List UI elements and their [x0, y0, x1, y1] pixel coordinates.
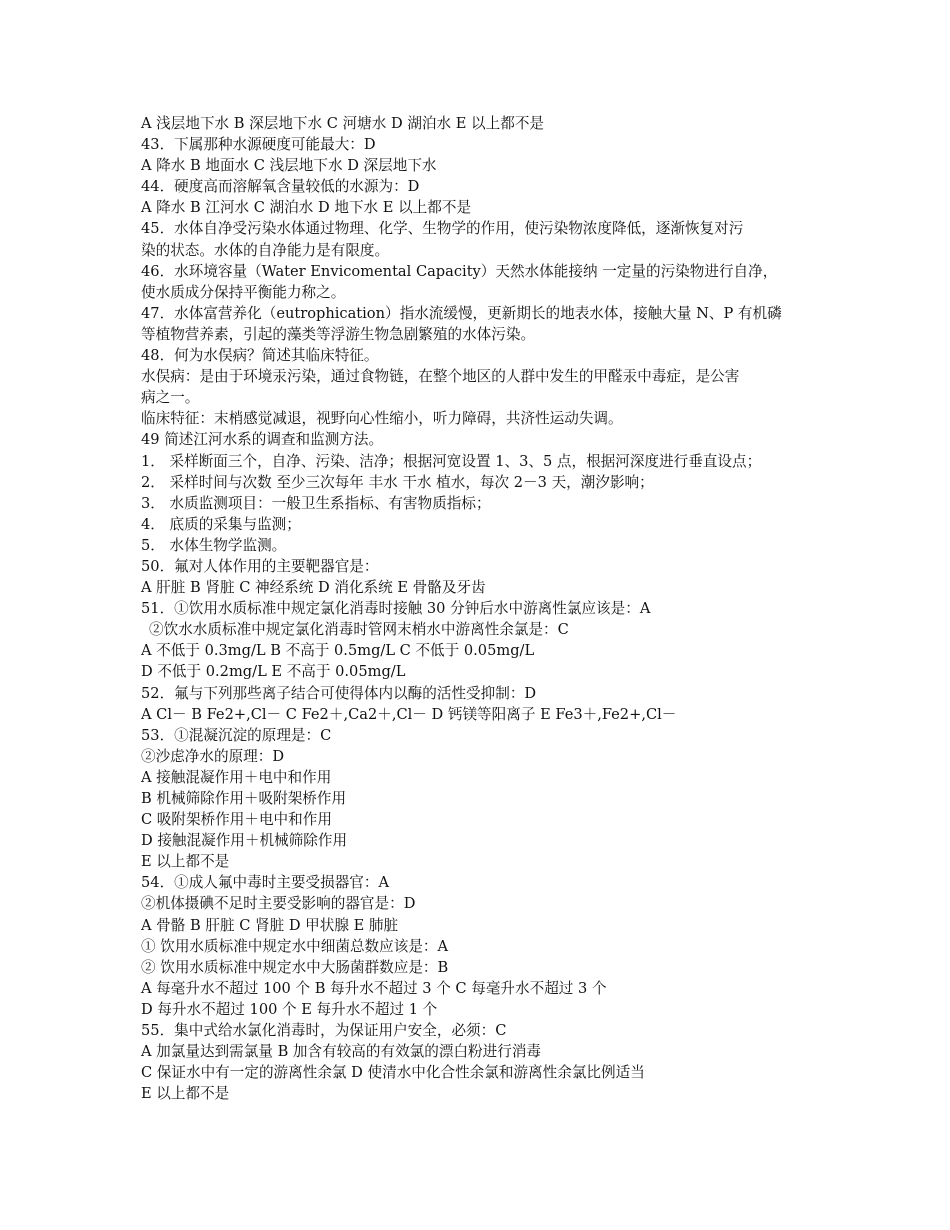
text-line: 49 简述江河水系的调查和监测方法。 [141, 431, 384, 449]
text-line: 45．水体自净受污染水体通过物理、化学、生物学的作用，使污染物浓度降低，逐渐恢复对污 [141, 220, 744, 238]
text-line: ②机体摄碘不足时主要受影响的器官是：D [141, 895, 416, 913]
text-line: 54．①成人氟中毒时主要受损器官：A [141, 874, 390, 892]
text-line: 50．氟对人体作用的主要靶器官是： [141, 557, 379, 575]
text-line: 53．①混凝沉淀的原理是：C [141, 726, 332, 744]
text-line: A 接触混凝作用＋电中和作用 [141, 768, 332, 786]
document-text-body [141, 113, 831, 1104]
text-line: 55．集中式给水氯化消毒时，为保证用户安全，必须：C [141, 1022, 507, 1040]
text-line: 病之一。 [141, 389, 200, 407]
text-line: D 不低于 0.2mg/L E 不高于 0.05mg/L [141, 663, 406, 681]
text-line: 43．下属那种水源硬度可能最大：D [141, 136, 376, 154]
text-line: A 降水 B 地面水 C 浅层地下水 D 深层地下水 [141, 157, 437, 175]
text-line: 46．水环境容量（Water Envicomental Capacity）天然水体能接纳 一定量的污染物进行自净， [141, 262, 778, 280]
text-line: 47．水体富营养化（eutrophication）指水流缓慢，更新期长的地表水体，接触大量 N、P 有机磷 [141, 304, 782, 322]
text-line: E 以上都不是 [141, 1085, 230, 1103]
text-line: 3． 水质监测项目：一般卫生系指标、有害物质指标； [141, 494, 491, 512]
text-line: 1． 采样断面三个，自净、污染、洁净；根据河宽设置 1、3、5 点，根据河深度进行垂直设点； [141, 452, 762, 470]
text-line: ① 饮用水质标准中规定水中细菌总数应该是：A [141, 937, 449, 955]
text-line: A Cl－ B Fe2+,Cl－ C Fe2＋,Ca2＋,Cl－ D 钙镁等阳离子 E Fe3＋,Fe2+,Cl－ [141, 705, 677, 723]
text-line: 4． 底质的采集与监测； [141, 515, 301, 533]
text-line: A 加氯量达到需氯量 B 加含有较高的有效氯的漂白粉进行消毒 [141, 1043, 542, 1061]
text-line: ②沙虑净水的原理：D [141, 747, 285, 765]
text-line: ② 饮用水质标准中规定水中大肠菌群数应是：B [141, 958, 449, 976]
text-line: A 不低于 0.3mg/L B 不高于 0.5mg/L C 不低于 0.05mg/L [141, 642, 535, 660]
text-line: A 每毫升水不超过 100 个 B 每升水不超过 3 个 C 每毫升水不超过 3 个 [141, 979, 607, 997]
text-line: B 机械筛除作用＋吸附架桥作用 [141, 790, 347, 807]
text-line: A 骨骼 B 肝脏 C 肾脏 D 甲状腺 E 肺脏 [141, 916, 399, 934]
text-line: A 降水 B 江河水 C 湖泊水 D 地下水 E 以上都不是 [141, 199, 472, 217]
text-line: 水俣病：是由于环境汞污染，通过食物链，在整个地区的人群中发生的甲醛汞中毒症，是公害 [141, 368, 740, 386]
text-line: 使水质成分保持平衡能力称之。 [141, 283, 346, 301]
text-line: D 接触混凝作用＋机械筛除作用 [141, 832, 348, 850]
text-line: 48．何为水俣病？简述其临床特征。 [141, 347, 379, 365]
text-line: 等植物营养素，引起的藻类等浮游生物急剧繁殖的水体污染。 [141, 325, 536, 343]
text-line: D 每升水不超过 100 个 E 每升水不超过 1 个 [141, 1000, 438, 1018]
text-line: 51．①饮用水质标准中规定氯化消毒时接触 30 分钟后水中游离性氯应该是：A [141, 600, 651, 618]
text-line: 44．硬度高而溶解氧含量较低的水源为：D [141, 178, 420, 196]
text-line: A 肝脏 B 肾脏 C 神经系统 D 消化系统 E 骨骼及牙齿 [141, 579, 486, 597]
text-line: C 吸附架桥作用＋电中和作用 [141, 811, 332, 829]
text-line: A 浅层地下水 B 深层地下水 C 河塘水 D 湖泊水 E 以上都不是 [141, 115, 545, 132]
text-line: 染的状态。水体的自净能力是有限度。 [141, 241, 390, 259]
text-line: 2． 采样时间与次数 至少三次每年 丰水 干水 植水，每次 2－3 天，潮汐影响； [141, 473, 654, 491]
text-line: ②饮水水质标准中规定氯化消毒时管网末梢水中游离性余氯是：C [149, 621, 569, 639]
text-line: 临床特征：末梢感觉减退，视野向心性缩小，听力障碍，共济性运动失调。 [141, 410, 623, 428]
text-line: 5． 水体生物学监测。 [141, 536, 287, 554]
text-line: C 保证水中有一定的游离性余氯 D 使清水中化合性余氯和游离性余氯比例适当 [141, 1064, 645, 1082]
text-line: E 以上都不是 [141, 853, 230, 871]
text-line: 52．氟与下列那些离子结合可使得体内以酶的活性受抑制：D [141, 684, 537, 702]
